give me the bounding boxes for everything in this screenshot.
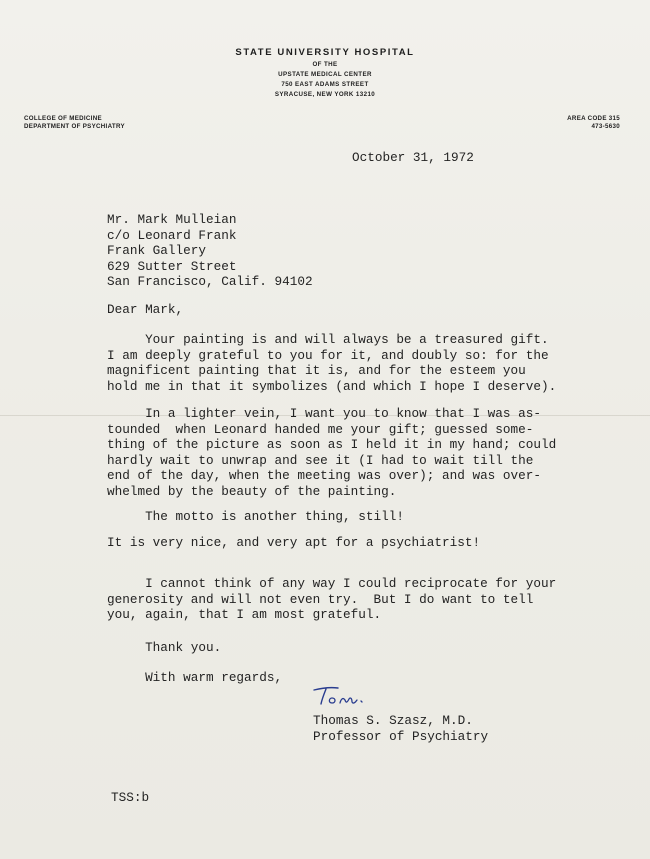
recipient-line: 629 Sutter Street [107, 258, 237, 274]
letter-date: October 31, 1972 [352, 150, 474, 165]
signer-title: Professor of Psychiatry [313, 729, 489, 744]
handwritten-signature [312, 684, 392, 708]
thank-you: Thank you. [107, 640, 222, 655]
recipient-line: Mr. Mark Mulleian [107, 212, 237, 227]
recipient-line: c/o Leonard Frank [107, 227, 237, 243]
letterhead-center: UPSTATE MEDICAL CENTER [278, 71, 372, 78]
dept-college: COLLEGE OF MEDICINE [24, 115, 102, 122]
body-line: end of the day, when the meeting was over); and was over- [107, 468, 541, 483]
body-line: magnificent painting that it is, and for the esteem you [107, 363, 526, 378]
body-line: generosity and will not even try. But I do want to tell [107, 591, 534, 607]
body-line: hardly wait to unwrap and see it (I had to wait till the [107, 452, 534, 468]
phone-block [520, 115, 620, 131]
letterhead-title: STATE UNIVERSITY HOSPITAL [235, 47, 415, 58]
recipient-line: San Francisco, Calif. 94102 [107, 274, 313, 289]
letterhead-of-the: OF THE [312, 61, 338, 68]
recipient-line: Frank Gallery [107, 243, 206, 258]
paragraph-2 [107, 406, 556, 499]
salutation: Dear Mark, [107, 302, 184, 317]
closing: With warm regards, [107, 670, 283, 685]
body-line: I am deeply grateful to you for it, and doubly so: for the [107, 347, 549, 363]
phone-number: 473-5630 [591, 123, 620, 130]
paragraph-1 [107, 332, 556, 394]
body-line: I cannot think of any way I could reciprocate for your [107, 576, 557, 591]
paragraph-3: The motto is another thing, still! [107, 509, 404, 524]
letterhead-city: SYRACUSE, NEW YORK 13210 [274, 91, 376, 98]
body-line: In a lighter vein, I want you to know that I was as- [107, 406, 541, 421]
body-line: Your painting is and will always be a treasured gift. [107, 332, 549, 347]
body-line: hold me in that it symbolizes (and which I hope I deserve). [107, 378, 557, 394]
typist-initials: TSS:b [111, 790, 150, 805]
body-line: you, again, that I am most grateful. [107, 607, 382, 622]
dept-psychiatry: DEPARTMENT OF PSYCHIATRY [24, 123, 125, 130]
department-block [24, 115, 125, 131]
body-line: thing of the picture as soon as I held it in my hand; could [107, 437, 557, 452]
area-code: AREA CODE 315 [567, 115, 620, 122]
paragraph-5 [107, 576, 556, 623]
body-line: whelmed by the beauty of the painting. [107, 483, 397, 499]
body-line: tounded when Leonard handed me your gift; guessed some- [107, 421, 534, 437]
signer-name: Thomas S. Szasz, M.D. [313, 713, 473, 728]
letterhead-street: 750 EAST ADAMS STREET [281, 81, 369, 88]
recipient-address [107, 212, 313, 290]
paragraph-4: It is very nice, and very apt for a psychiatrist! [107, 535, 481, 550]
